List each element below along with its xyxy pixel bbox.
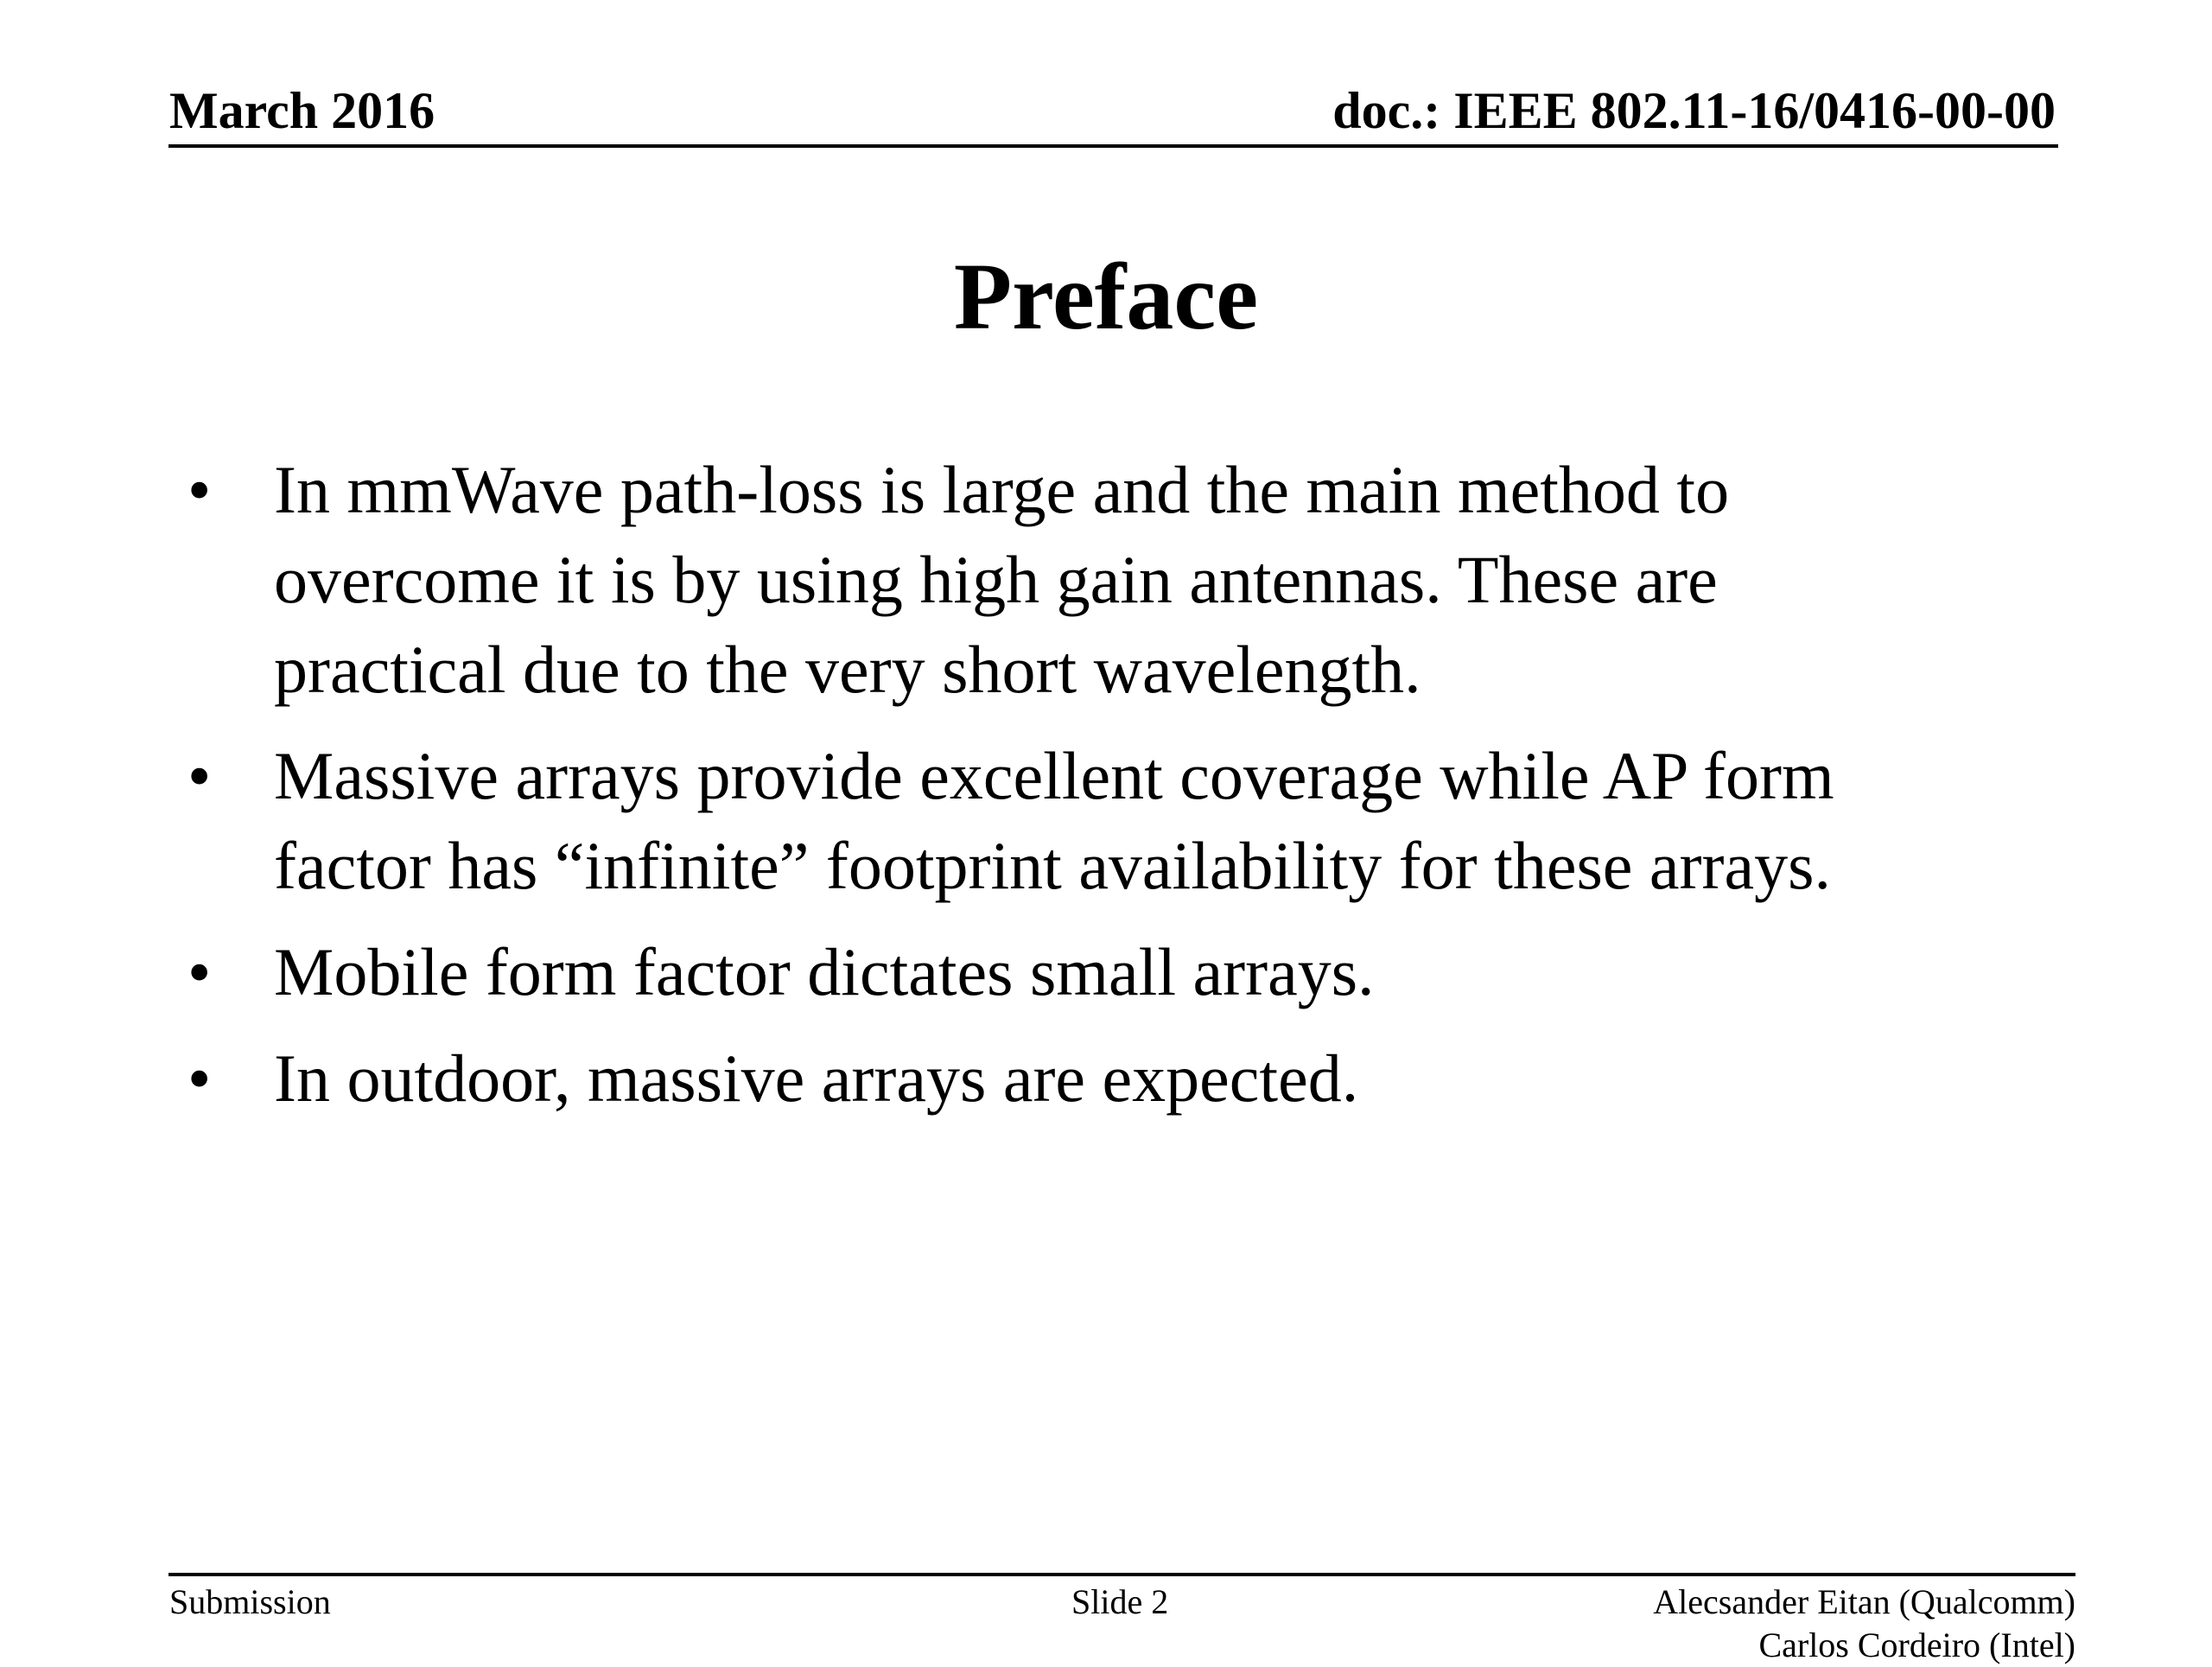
footer-divider [168,1573,2075,1576]
bullet-text [274,927,2088,1017]
bullet-text [274,445,2088,715]
bullet-text [274,1034,2088,1123]
footer-authors [1653,1581,2075,1667]
footer-submission: Submission [169,1582,331,1621]
bullet-line: Mobile form factor dictates small arrays. [274,934,1375,1009]
bullet-line: overcome it is by using high gain antennas. These are [274,542,1718,617]
bullet-marker: • [188,934,212,1009]
footer-author: Alecsander Eitan (Qualcomm) [1653,1582,2075,1621]
footer-slide-number: Slide 2 [1071,1582,1169,1621]
bullet-line: factor has “infinite” footprint availability for these arrays. [274,828,1831,903]
bullet-line: practical due to the very short wavelength. [274,632,1421,707]
bullet-marker: • [188,1040,212,1116]
header-divider [168,144,2058,148]
bullet-marker: • [188,452,212,527]
bullet-line: Massive arrays provide excellent coverage while AP form [274,738,1834,813]
bullet-text [274,731,2088,911]
slide-title: Preface [953,244,1259,349]
footer-author: Carlos Cordeiro (Intel) [1758,1626,2075,1664]
header-date: March 2016 [169,82,435,139]
bullet-marker: • [188,738,212,813]
bullet-line: In mmWave path-loss is large and the main method to [274,452,1730,527]
bullet-line: In outdoor, massive arrays are expected. [274,1040,1359,1116]
header-doc-id: doc.: IEEE 802.11-16/0416-00-00 [1332,82,2056,139]
